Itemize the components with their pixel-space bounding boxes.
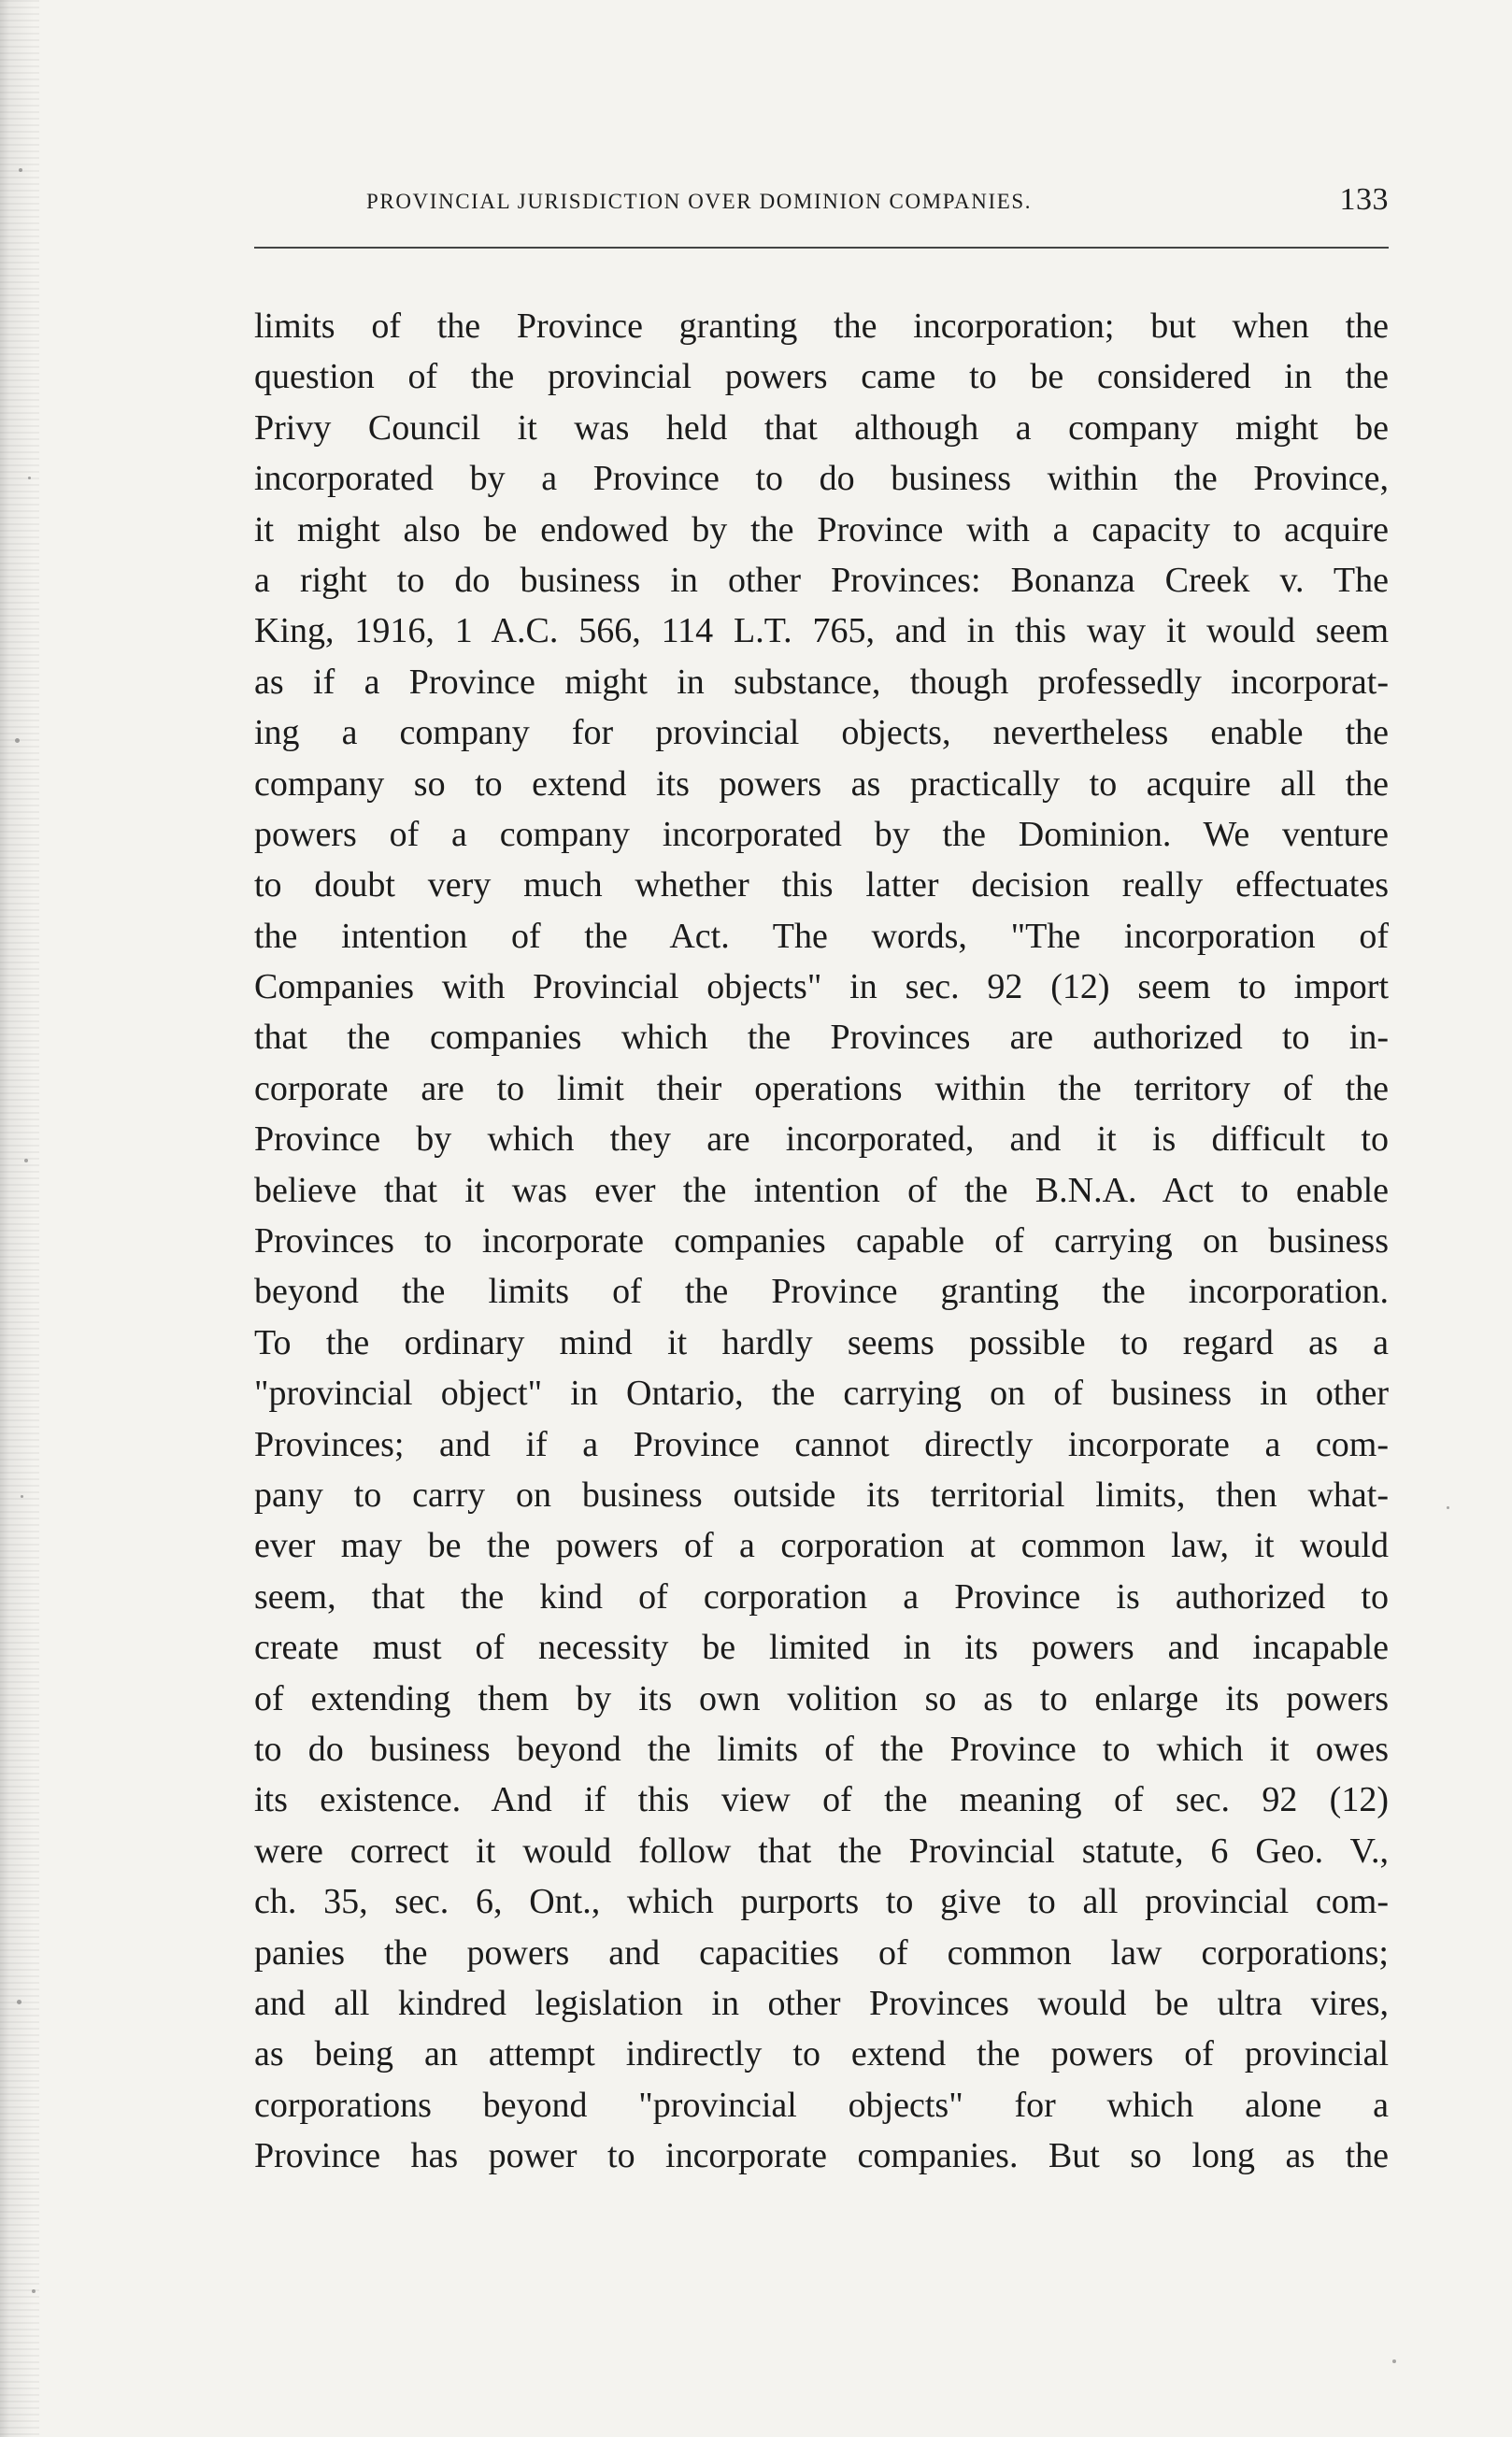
scan-speck xyxy=(24,1159,28,1162)
scan-speck xyxy=(17,2000,21,2004)
text-line: and all kindred legislation in other Provinces would be ultra vires, xyxy=(254,1983,1389,2023)
body-text xyxy=(254,301,1389,2176)
text-line: ch. 35, sec. 6, Ont., which purports to give to all provincial com- xyxy=(254,1882,1389,1922)
text-line: To the ordinary mind it hardly seems possible to regard as a xyxy=(254,1322,1389,1362)
text-line: create must of necessity be limited in its powers and incapable xyxy=(254,1628,1389,1668)
text-line: Province by which they are incorporated, and it is difficult to xyxy=(254,1119,1389,1160)
text-line: beyond the limits of the Province granting the incorporation. xyxy=(254,1272,1389,1312)
text-line: to doubt very much whether this latter decision really effectuates xyxy=(254,865,1389,905)
text-line: corporations beyond "provincial objects" for which alone a xyxy=(254,2085,1389,2125)
text-line: incorporated by a Province to do business within the Province, xyxy=(254,459,1389,499)
text-line: that the companies which the Provinces are authorized to in- xyxy=(254,1018,1389,1058)
scan-speck xyxy=(19,168,22,172)
scan-speck xyxy=(1392,2359,1396,2363)
text-line: a right to do business in other Provinces: Bonanza Creek v. The xyxy=(254,560,1389,600)
text-line: ever may be the powers of a corporation at common law, it would xyxy=(254,1526,1389,1566)
text-line: limits of the Province granting the incorporation; but when the xyxy=(254,306,1389,346)
page-edge-shadow xyxy=(0,0,39,2437)
text-line: corporate are to limit their operations within the territory of the xyxy=(254,1068,1389,1108)
scan-speck xyxy=(32,2289,36,2293)
scan-speck xyxy=(15,738,20,743)
text-line: to do business beyond the limits of the Province to which it owes xyxy=(254,1729,1389,1769)
page-number: 133 xyxy=(1339,182,1389,217)
text-line: as if a Province might in substance, though professedly incorporat- xyxy=(254,662,1389,702)
scan-speck xyxy=(1447,1506,1449,1509)
text-line: powers of a company incorporated by the Dominion. We venture xyxy=(254,814,1389,854)
text-line: were correct it would follow that the Provincial statute, 6 Geo. V., xyxy=(254,1831,1389,1871)
scan-speck xyxy=(21,1495,23,1498)
text-line: Privy Council it was held that although a company might be xyxy=(254,407,1389,448)
text-line: seem, that the kind of corporation a Province is authorized to xyxy=(254,1576,1389,1617)
text-line: it might also be endowed by the Province with a capacity to acquire xyxy=(254,509,1389,549)
text-line: of extending them by its own volition so as to enlarge its powers xyxy=(254,1678,1389,1718)
text-line: the intention of the Act. The words, "The incorporation of xyxy=(254,916,1389,956)
text-line: believe that it was ever the intention of the B.N.A. Act to enable xyxy=(254,1170,1389,1210)
text-line: panies the powers and capacities of common law corporations; xyxy=(254,1932,1389,1973)
scan-speck xyxy=(28,477,31,479)
text-line: Province has power to incorporate companies. But so long as the xyxy=(254,2136,1389,2176)
running-head: PROVINCIAL JURISDICTION OVER DOMINION COMPANIES. xyxy=(366,190,1033,213)
text-line: Companies with Provincial objects" in sec. 92 (12) seem to import xyxy=(254,967,1389,1007)
header-rule xyxy=(254,247,1389,249)
text-line: King, 1916, 1 A.C. 566, 114 L.T. 765, and in this way it would seem xyxy=(254,611,1389,651)
text-line: question of the provincial powers came to be considered in the xyxy=(254,357,1389,397)
text-line: as being an attempt indirectly to extend the powers of provincial xyxy=(254,2034,1389,2074)
text-line: "provincial object" in Ontario, the carrying on of business in other xyxy=(254,1374,1389,1414)
text-line: Provinces; and if a Province cannot directly incorporate a com- xyxy=(254,1424,1389,1464)
text-line: ing a company for provincial objects, nevertheless enable the xyxy=(254,713,1389,753)
page-header xyxy=(254,182,1389,235)
text-line: company so to extend its powers as practically to acquire all the xyxy=(254,763,1389,804)
text-line: Provinces to incorporate companies capable of carrying on business xyxy=(254,1221,1389,1261)
text-line: pany to carry on business outside its territorial limits, then what- xyxy=(254,1475,1389,1515)
text-line: its existence. And if this view of the meaning of sec. 92 (12) xyxy=(254,1780,1389,1820)
